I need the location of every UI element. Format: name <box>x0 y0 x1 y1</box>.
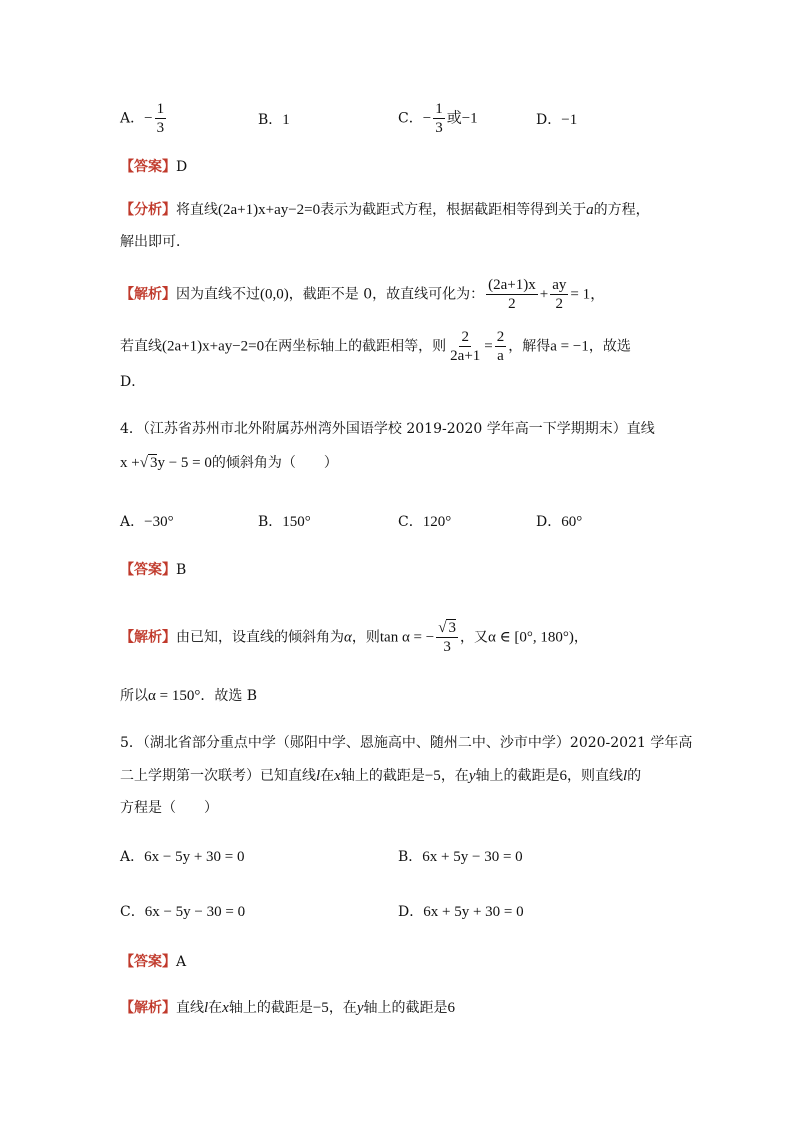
q4-solution-line-1 <box>120 619 588 656</box>
q3-solution-line-3 <box>120 372 145 392</box>
denominator: 2a+1 <box>450 348 481 364</box>
answer-tag: 【答案】 <box>120 159 176 175</box>
text: ，又 <box>459 629 488 646</box>
text: ，则 <box>351 629 380 646</box>
q3-option-b <box>258 109 290 129</box>
text: 二上学期第一次联考）已知直线 <box>120 768 316 784</box>
q5-option-c <box>120 901 245 921</box>
option-value: 6x + 5y + 30 = 0 <box>423 904 524 920</box>
option-label: A． <box>120 849 145 865</box>
denominator: 3 <box>156 120 165 136</box>
option-suffix: 或−1 <box>446 110 478 127</box>
fraction <box>550 276 568 313</box>
answer-tag: 【答案】 <box>120 562 176 578</box>
option-value: 6x + 5y − 30 = 0 <box>422 849 523 865</box>
numerator: 2 <box>461 329 469 345</box>
option-value: −30° <box>144 514 174 530</box>
variable: l <box>622 768 628 784</box>
text: 若直线 <box>120 338 162 355</box>
q4-solution-line-2 <box>120 686 257 706</box>
numerator: 1 <box>156 101 165 117</box>
q5-answer <box>120 952 186 972</box>
text: 由已知，设直线的倾斜角为 <box>176 629 344 646</box>
equation: α = 150° <box>148 688 201 704</box>
variable: α <box>344 629 352 646</box>
text: 将直线 <box>176 202 218 218</box>
number: −5 <box>424 768 441 784</box>
q3-solution-line-2 <box>120 328 631 365</box>
q3-analysis-line-1 <box>120 200 650 220</box>
q3-option-a <box>120 100 168 137</box>
q3-option-c <box>398 100 478 137</box>
text: 在 <box>208 1000 223 1016</box>
numerator: 1 <box>435 101 443 117</box>
fraction <box>448 328 482 365</box>
variable: x <box>334 768 341 784</box>
fraction <box>433 100 445 137</box>
q5-stem-line-2 <box>120 766 641 786</box>
text: 的方程， <box>593 202 650 218</box>
q5-option-a <box>120 846 245 866</box>
text: 轴上的截距是 <box>228 1000 313 1016</box>
option-label: C． <box>398 514 423 530</box>
text: 直线 <box>176 1000 204 1016</box>
text: 轴上的截距是 <box>363 1000 448 1016</box>
q5-stem-line-1 <box>120 733 692 753</box>
answer-value: A <box>176 954 187 970</box>
text: 表示为截距式方程，根据截距相等得到关于 <box>320 202 587 218</box>
option-label: D． <box>398 904 424 920</box>
option-label: B． <box>258 112 283 128</box>
denominator: 2 <box>508 296 516 312</box>
text: 的倾斜角为（ ） <box>211 455 338 471</box>
text: 方程是（ ） <box>120 800 218 816</box>
solution-tag: 【解析】 <box>120 629 176 646</box>
variable: x <box>222 1000 229 1016</box>
numerator: ay <box>552 277 567 293</box>
option-value: 150° <box>282 514 311 530</box>
variable: y <box>356 1000 364 1016</box>
q5-option-b <box>398 846 523 866</box>
equation-end: = 1， <box>570 286 606 303</box>
answer-tag: 【答案】 <box>120 954 176 970</box>
text: 解出即可． <box>120 234 190 250</box>
q3-option-d <box>536 109 577 129</box>
text: 在两坐标轴上的截距相等，则 <box>264 338 447 355</box>
option-value: 60° <box>561 514 583 530</box>
numerator: (2a+1)x <box>488 277 536 293</box>
numerator <box>436 619 458 638</box>
text: ，解得 <box>508 338 551 355</box>
q3-answer <box>120 157 187 177</box>
number: 6 <box>447 1000 455 1016</box>
q5-stem-line-3 <box>120 798 218 818</box>
text: 在 <box>320 768 335 784</box>
text: 所以 <box>120 688 148 704</box>
option-label: C． <box>398 110 423 127</box>
fraction <box>155 100 167 137</box>
q4-option-b <box>258 511 311 531</box>
q3-analysis-line-2 <box>120 232 190 252</box>
interval: α ∈ [0°, 180°) <box>487 629 574 646</box>
equation: (2a+1)x+ay−2=0 <box>162 338 265 355</box>
question-stem: 4．（江苏省苏州市北外附属苏州湾外国语学校 2019-2020 学年高一下学期期末）直线 <box>120 421 655 437</box>
q4-option-a <box>120 511 174 531</box>
equation: y − 5 = 0 <box>157 455 212 471</box>
option-label: C． <box>120 904 145 920</box>
text: 的 <box>627 768 642 784</box>
q4-stem-line-2 <box>120 453 338 473</box>
answer-value: B <box>176 562 187 578</box>
q5-solution-line-1 <box>120 998 455 1018</box>
text: 因为直线不过 <box>176 286 260 303</box>
option-label: D． <box>536 514 562 530</box>
number: −5 <box>312 1000 329 1016</box>
equation: a = −1 <box>550 338 589 355</box>
minus-sign: − <box>144 110 153 127</box>
q4-stem-line-1 <box>120 419 655 439</box>
variable: l <box>204 1000 209 1016</box>
option-value: 6x − 5y − 30 = 0 <box>144 904 246 920</box>
option-label: A． <box>120 110 145 127</box>
equation: tan α = − <box>379 629 435 646</box>
fraction <box>486 276 538 313</box>
text: 轴上的截距是 <box>340 768 425 784</box>
text: ．故选 B <box>200 688 258 704</box>
minus-sign: − <box>422 110 432 127</box>
q4-option-d <box>536 511 582 531</box>
text: ，在 <box>440 768 469 784</box>
text: ，则直线 <box>566 768 623 784</box>
variable: y <box>468 768 476 784</box>
q5-option-d <box>398 901 524 921</box>
radicand: 3 <box>149 455 158 471</box>
sqrt-symbol: √ <box>139 455 148 471</box>
q3-solution-line-1 <box>120 276 605 313</box>
text: D． <box>120 374 146 390</box>
denominator: 2 <box>555 296 564 312</box>
text: ， <box>573 629 588 646</box>
fraction <box>495 328 507 365</box>
denominator: 3 <box>443 639 451 655</box>
equation: x + <box>120 455 140 471</box>
q4-answer <box>120 560 186 580</box>
option-value: −1 <box>561 112 578 128</box>
equation: (2a+1)x+ay−2=0 <box>218 202 321 218</box>
answer-value: D <box>176 159 188 175</box>
fraction <box>436 619 458 656</box>
option-label: B． <box>258 514 283 530</box>
option-label: D． <box>536 112 562 128</box>
text: ，故选 <box>588 338 631 355</box>
solution-tag: 【解析】 <box>120 286 176 303</box>
operator: + <box>539 286 549 303</box>
text: ，在 <box>328 1000 357 1016</box>
option-value: 120° <box>422 514 452 530</box>
number: 6 <box>559 768 567 784</box>
text: 轴上的截距是 <box>475 768 560 784</box>
text: ，截距不是 0，故直线可化为： <box>288 286 485 303</box>
question-stem: 5．（湖北省部分重点中学（郧阳中学、恩施高中、随州二中、沙市中学）2020-2021 学年高 <box>120 735 693 751</box>
denominator: 3 <box>435 120 443 136</box>
variable: a <box>586 202 594 218</box>
point: (0,0) <box>260 286 289 303</box>
sqrt-symbol: √ <box>438 620 447 636</box>
variable: l <box>316 768 321 784</box>
option-label: A． <box>120 514 145 530</box>
option-value: 6x − 5y + 30 = 0 <box>144 849 245 865</box>
solution-tag: 【解析】 <box>120 1000 176 1016</box>
numerator: 2 <box>496 329 505 345</box>
radicand: 3 <box>448 620 456 636</box>
q4-option-c <box>398 511 451 531</box>
analysis-tag: 【分析】 <box>120 202 176 218</box>
denominator: a <box>497 348 504 364</box>
option-value: 1 <box>282 112 290 128</box>
option-label: B． <box>398 849 423 865</box>
operator: = <box>484 338 493 355</box>
